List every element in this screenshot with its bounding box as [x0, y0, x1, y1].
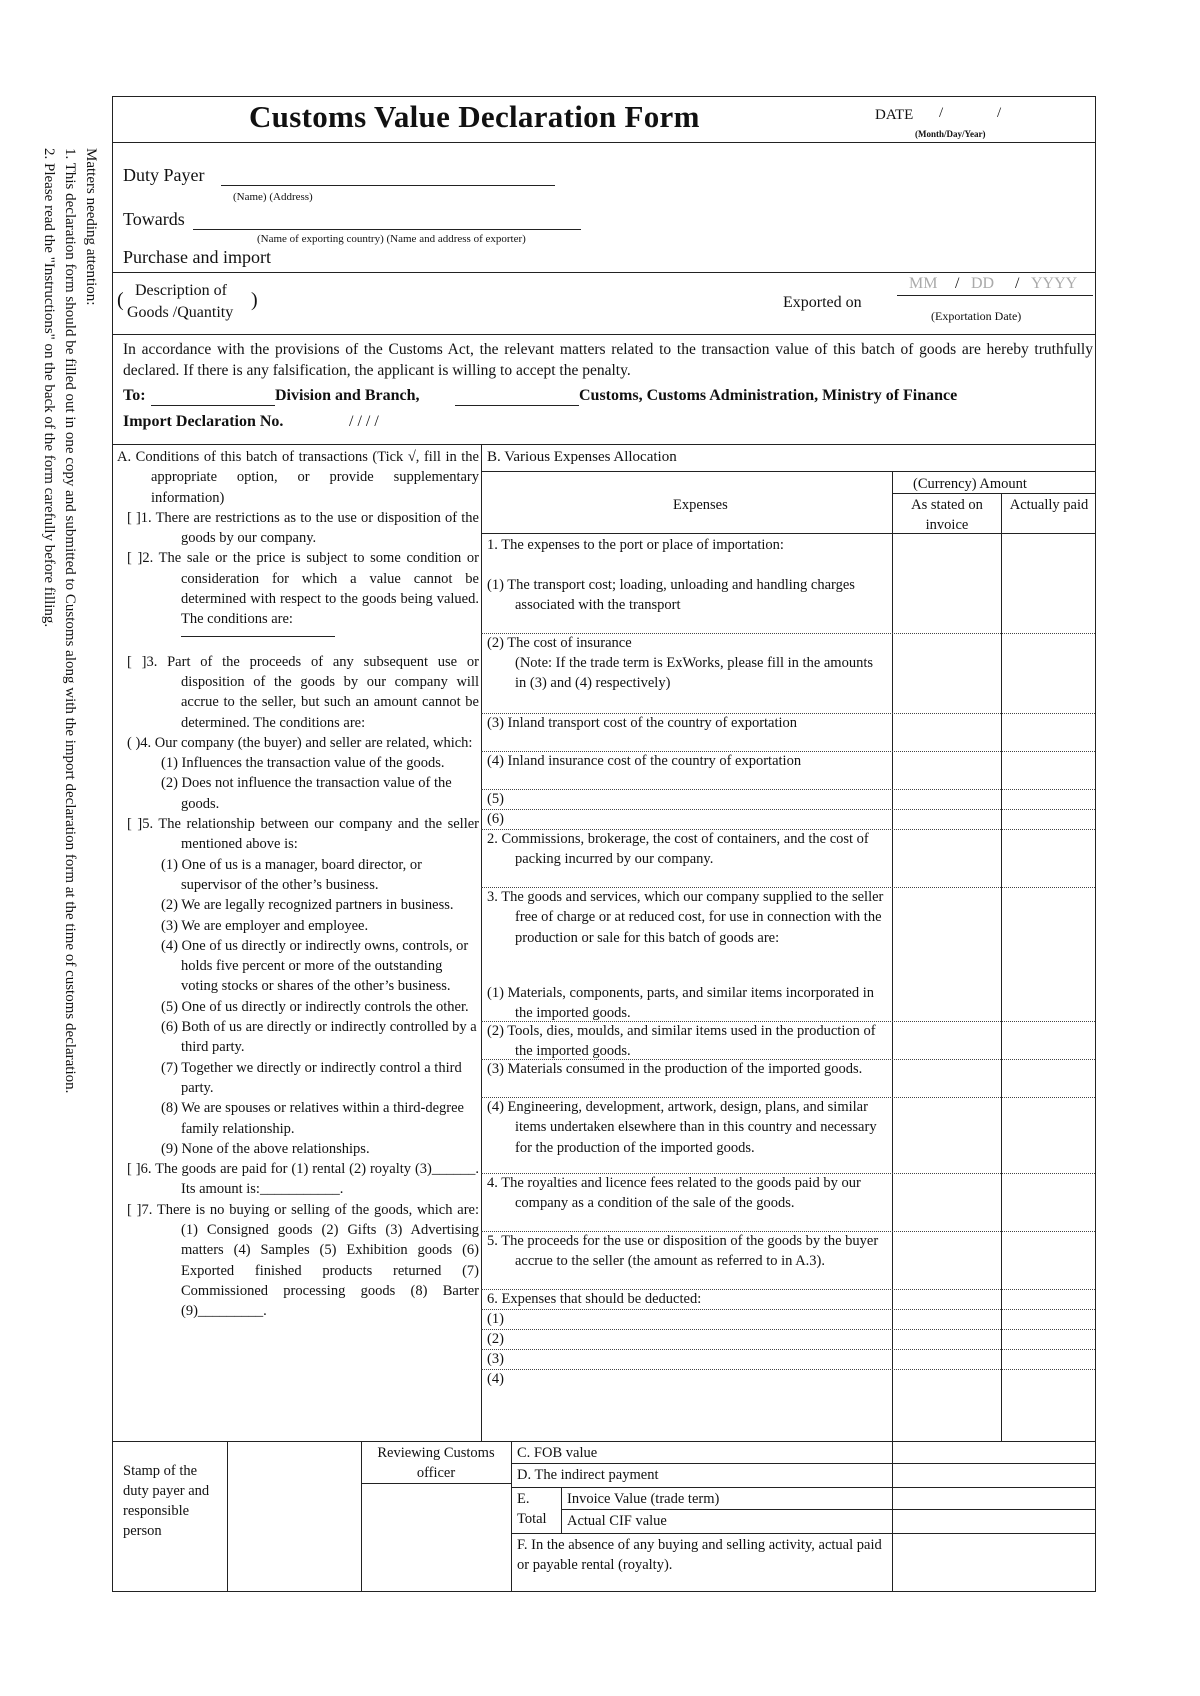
- side-note-2: 2. Please read the "Instructions" on the back of the form carefully before filling.: [41, 148, 57, 628]
- indirect-rule: [511, 1487, 1095, 1488]
- paid-amount-cell[interactable]: [1003, 887, 1095, 983]
- paren-open: (: [117, 289, 124, 311]
- expenses-heading: B. Various Expenses Allocation: [487, 449, 677, 465]
- condition-1[interactable]: [ ]1. There are restrictions as to the use or disposition of the goods by our company.: [127, 509, 479, 547]
- export-date-slash: /: [1015, 275, 1020, 292]
- condition-4-option-1[interactable]: (1) Influences the transaction value of the goods.: [161, 755, 445, 772]
- expense-row-label: (4) Inland insurance cost of the country of exportation: [487, 753, 802, 769]
- form-title: Customs Value Declaration Form: [249, 99, 700, 134]
- paren-close: ): [251, 289, 258, 311]
- expense-row-label: (1): [487, 1311, 504, 1327]
- stamp-label: Stamp of the duty payer and responsible person: [123, 1463, 210, 1539]
- paid-amount-cell[interactable]: [1003, 751, 1095, 789]
- stamp-divider: [227, 1441, 228, 1591]
- expense-row-label: (3) Inland transport cost of the country of exportation: [487, 715, 798, 731]
- duty-payer-label: Duty Payer: [123, 165, 205, 185]
- section-divider: [481, 445, 482, 1441]
- reviewer-rule: [361, 1483, 511, 1484]
- invoice-amount-cell[interactable]: [894, 887, 1000, 983]
- date-label: DATE: [875, 107, 914, 123]
- paid-amount-cell[interactable]: [1003, 983, 1095, 1021]
- invoice-amount-cell[interactable]: [894, 1231, 1000, 1289]
- condition-2-blank[interactable]: [117, 630, 479, 652]
- expense-row-label: (5): [487, 791, 504, 807]
- date-format-hint: (Month/Day/Year): [915, 129, 986, 139]
- paid-amount-cell[interactable]: [1003, 1173, 1095, 1231]
- expense-row-label: 1. The expenses to the port or place of importation:: [487, 537, 784, 553]
- paid-column-header: Actually paid: [1009, 497, 1089, 513]
- condition-3[interactable]: [ ]3. Part of the proceeds of any subsequent use or disposition of the goods by our company will accrue to the seller, but such an amount cannot be determined. The conditions are:: [127, 653, 479, 731]
- export-day-placeholder[interactable]: DD: [971, 275, 995, 292]
- customs-field[interactable]: [455, 405, 579, 406]
- expense-row-label: (3) Materials consumed in the production of the imported goods.: [487, 1061, 863, 1077]
- expense-row-label: (4): [487, 1371, 504, 1387]
- condition-5-option-8[interactable]: (8) We are spouses or relatives within a third-degree family relationship.: [161, 1100, 464, 1137]
- side-notes-heading: Matters needing attention:: [83, 148, 99, 306]
- invoice-amount-cell[interactable]: [894, 575, 1000, 633]
- paid-amount-cell[interactable]: [1003, 653, 1095, 713]
- expense-row-label: 5. The proceeds for the use or disposition of the goods by the buyer accrue to the seller (the amount as referred to in A.3).: [487, 1233, 879, 1270]
- expense-row-label: 3. The goods and services, which our company supplied to the seller free of charge or at reduced cost, for use in connection with the production or sale for this batch of goods are:: [487, 889, 884, 946]
- condition-5-option-4[interactable]: (4) One of us directly or indirectly owns, controls, or holds five percent or more of the outstanding voting stocks or shares of the other’s business.: [161, 937, 469, 995]
- invoice-amount-cell[interactable]: [894, 1173, 1000, 1231]
- expense-row-label: (1) Materials, components, parts, and similar items incorporated in the imported goods.: [487, 985, 874, 1022]
- paid-amount-cell[interactable]: [1003, 789, 1095, 809]
- export-date-slash: /: [955, 275, 960, 292]
- invoice-amount-cell[interactable]: [894, 1097, 1000, 1173]
- condition-4-option-2[interactable]: (2) Does not influence the transaction value of the goods.: [161, 775, 452, 812]
- footer-amount-divider: [892, 1441, 893, 1591]
- fob-rule: [511, 1463, 1095, 1464]
- invoice-amount-cell[interactable]: [894, 829, 1000, 887]
- invoice-amount-cell[interactable]: [894, 1369, 1000, 1389]
- paid-amount-cell[interactable]: [1003, 1289, 1095, 1309]
- statement-section: [113, 335, 1095, 445]
- purchase-label: Purchase and import: [123, 247, 271, 267]
- reviewer-divider: [361, 1441, 362, 1591]
- paid-amount-cell[interactable]: [1003, 1329, 1095, 1349]
- parties-section: [113, 143, 1095, 273]
- exported-on-label: Exported on: [783, 294, 862, 311]
- reviewer-label: Reviewing Customs officer: [377, 1445, 495, 1481]
- export-year-placeholder[interactable]: YYYY: [1031, 275, 1078, 292]
- expense-row-label: 6. Expenses that should be deducted:: [487, 1291, 702, 1307]
- side-note-1: 1. This declaration form should be filled out in one copy and submitted to Customs along with the import declaration form at the time of customs declaration.: [62, 148, 78, 1094]
- to-label: To:: [123, 387, 146, 404]
- condition-5-option-1[interactable]: (1) One of us is a manager, board director, or supervisor of the other’s business.: [161, 856, 422, 893]
- invoice-amount-cell[interactable]: [894, 789, 1000, 809]
- condition-5-option-6[interactable]: (6) Both of us are directly or indirectly controlled by a third party.: [161, 1019, 477, 1056]
- division-label: Division and Branch,: [275, 387, 420, 404]
- declaration-form: [112, 96, 1096, 1592]
- actual-cif-label: Actual CIF value: [567, 1513, 667, 1529]
- invoice-amount-cell[interactable]: [894, 1021, 1000, 1059]
- expense-row-label: (2): [487, 1331, 504, 1347]
- condition-5-option-3[interactable]: (3) We are employer and employee.: [161, 917, 369, 934]
- invoice-column-divider: [892, 471, 893, 1441]
- goods-desc-line1: Description of: [135, 282, 227, 299]
- conditions-section: [117, 447, 479, 1321]
- condition-5-option-7[interactable]: (7) Together we directly or indirectly control a third party.: [161, 1059, 462, 1096]
- invoice-amount-cell[interactable]: [894, 535, 1000, 575]
- export-date-field: [897, 295, 1093, 296]
- expense-row-label: 2. Commissions, brokerage, the cost of containers, and the cost of packing incurred by our company.: [487, 831, 869, 868]
- currency-column-header: (Currency) Amount: [913, 476, 1027, 492]
- expenses-heading-rule: [481, 471, 1095, 472]
- paid-amount-cell[interactable]: [1003, 1231, 1095, 1289]
- footer-rule: [113, 1441, 1095, 1442]
- import-declaration-label: Import Declaration No.: [123, 413, 284, 430]
- side-notes: [38, 148, 101, 1548]
- condition-4[interactable]: ( )4. Our company (the buyer) and seller are related, which:: [127, 734, 473, 751]
- total-divider: [561, 1487, 562, 1533]
- paid-amount-cell[interactable]: [1003, 1309, 1095, 1329]
- invoice-amount-cell[interactable]: [894, 653, 1000, 713]
- invoice-amount-cell[interactable]: [894, 1349, 1000, 1369]
- paid-amount-cell[interactable]: [1003, 575, 1095, 633]
- form-header: [113, 97, 1095, 143]
- division-field[interactable]: [151, 405, 275, 406]
- expense-row-label: (3): [487, 1351, 504, 1367]
- paid-amount-cell[interactable]: [1003, 633, 1095, 653]
- invoice-amount-cell[interactable]: [894, 751, 1000, 789]
- condition-6[interactable]: [ ]6. The goods are paid for (1) rental (2) royalty (3)______. Its amount is:___________.: [127, 1161, 479, 1198]
- expense-row-label: (4) Engineering, development, artwork, design, plans, and similar items undertaken elsewhere than in this country and necessary for the production of the imported goods.: [487, 1099, 877, 1156]
- goods-section: [113, 273, 1095, 335]
- paid-amount-cell[interactable]: [1003, 809, 1095, 829]
- condition-5-option-9[interactable]: (9) None of the above relationships.: [161, 1140, 370, 1157]
- invoice-column-header: As stated on invoice: [911, 497, 983, 533]
- paid-column-divider: [1001, 493, 1002, 1441]
- paid-amount-cell[interactable]: [1003, 1349, 1095, 1369]
- expense-row-label: (Note: If the trade term is ExWorks, please fill in the amounts in (3) and (4) respectively): [515, 655, 874, 692]
- fob-label: C. FOB value: [517, 1445, 598, 1461]
- total-label: Total: [517, 1511, 547, 1527]
- condition-5-option-2[interactable]: (2) We are legally recognized partners in business.: [161, 897, 454, 914]
- paid-amount-cell[interactable]: [1003, 829, 1095, 887]
- towards-hint: (Name of exporting country) (Name and address of exporter): [257, 233, 526, 245]
- cif-rule: [511, 1533, 1095, 1534]
- condition-5[interactable]: [ ]5. The relationship between our company and the seller mentioned above is:: [127, 816, 479, 853]
- export-month-placeholder[interactable]: MM: [909, 275, 938, 292]
- goods-desc-line2: Goods /Quantity: [127, 304, 234, 321]
- export-date-hint: (Exportation Date): [931, 309, 1022, 323]
- invoice-value-rule: [561, 1509, 1095, 1510]
- paid-amount-cell[interactable]: [1003, 535, 1095, 575]
- invoice-amount-cell[interactable]: [894, 809, 1000, 829]
- towards-field[interactable]: [193, 229, 581, 230]
- paid-amount-cell[interactable]: [1003, 1097, 1095, 1173]
- expenses-column-header: Expenses: [673, 497, 728, 513]
- date-slash: /: [939, 105, 944, 121]
- invoice-amount-cell[interactable]: [894, 1329, 1000, 1349]
- expense-row-label: (2) Tools, dies, moulds, and similar items used in the production of the imported goods.: [487, 1023, 876, 1060]
- statement-text: In accordance with the provisions of the Customs Act, the relevant matters related to the transaction value of this batch of goods are hereby truthfully declared. If there is any falsification, the applicant is willing to accept the penalty.: [123, 341, 1093, 379]
- invoice-amount-cell[interactable]: [894, 713, 1000, 751]
- e-label: E.: [517, 1491, 530, 1507]
- paid-amount-cell[interactable]: [1003, 1021, 1095, 1059]
- duty-payer-hint: (Name) (Address): [233, 191, 313, 203]
- invoice-amount-cell[interactable]: [894, 633, 1000, 653]
- indirect-label: D. The indirect payment: [517, 1467, 659, 1483]
- paid-amount-cell[interactable]: [1003, 1369, 1095, 1389]
- expense-row-label: (6): [487, 811, 504, 827]
- expense-row-label: (1) The transport cost; loading, unloading and handling charges associated with the transport: [487, 577, 855, 614]
- invoice-amount-cell[interactable]: [894, 1309, 1000, 1329]
- import-declaration-slashes[interactable]: / / / /: [349, 413, 379, 430]
- invoice-value-label: Invoice Value (trade term): [567, 1491, 720, 1507]
- expense-row-label: 4. The royalties and licence fees related to the goods paid by our company as a condition of the sale of the goods.: [487, 1175, 861, 1212]
- date-slash: /: [997, 105, 1002, 121]
- expenses-header-rule: [481, 533, 1095, 534]
- condition-5-option-5[interactable]: (5) One of us directly or indirectly controls the other.: [161, 998, 469, 1015]
- invoice-amount-cell[interactable]: [894, 983, 1000, 1021]
- towards-label: Towards: [123, 209, 185, 229]
- customs-label: Customs, Customs Administration, Ministry of Finance: [579, 387, 958, 404]
- condition-7[interactable]: [ ]7. There is no buying or selling of the goods, which are: (1) Consigned goods (2) Gifts (3) Advertising matters (4) Samples (5) Exhibition goods (6) Exported finished products returned (7) Commissioned processing goods (8) Barter (9)_________.: [127, 1201, 479, 1320]
- invoice-amount-cell[interactable]: [894, 1059, 1000, 1097]
- paid-amount-cell[interactable]: [1003, 713, 1095, 751]
- conditions-heading: A. Conditions of this batch of transactions (Tick √, fill in the appropriate option, or provide supplementary information): [117, 449, 479, 506]
- paid-amount-cell[interactable]: [1003, 1059, 1095, 1097]
- f-label: F. In the absence of any buying and selling activity, actual paid or payable rental (royalty).: [517, 1537, 882, 1573]
- invoice-amount-cell[interactable]: [894, 1289, 1000, 1309]
- duty-payer-field[interactable]: [221, 185, 555, 186]
- condition-2[interactable]: [ ]2. The sale or the price is subject to some condition or consideration for which a value cannot be determined with respect to the goods being valued. The conditions are:: [127, 550, 479, 628]
- expense-row-label: (2) The cost of insurance: [487, 635, 632, 651]
